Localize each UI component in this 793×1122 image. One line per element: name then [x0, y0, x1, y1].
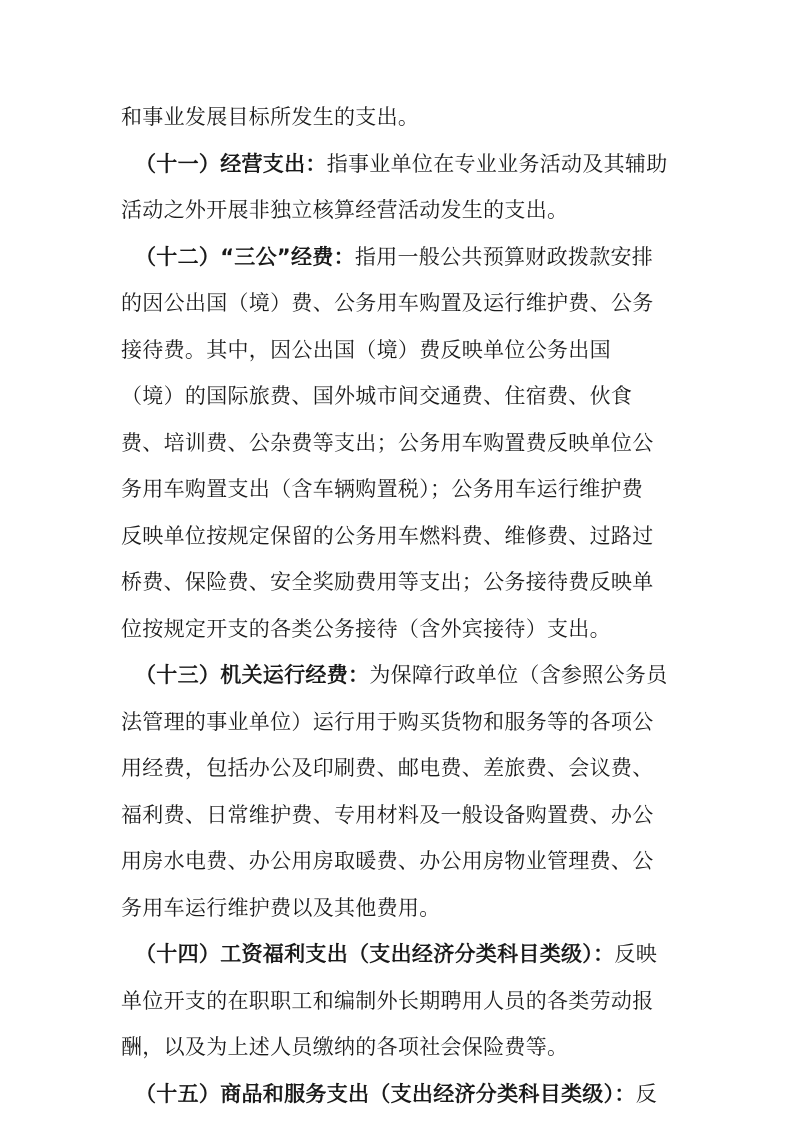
- paragraph-12-line-7: [121, 513, 666, 560]
- text-run: 指事业单位在专业业务活动及其辅助: [326, 151, 668, 176]
- text-run: 反映: [614, 942, 658, 966]
- paragraph-10-line-1: [121, 94, 666, 141]
- paragraph-13-line-1: [121, 652, 666, 699]
- text-run: 桥费、保险费、安全奖励费用等支出；公务接待费反映单: [121, 570, 654, 594]
- paragraph-12-line-2: [121, 280, 666, 327]
- text-run: （境）的国际旅费、国外城市间交通费、住宿费、伙食: [121, 384, 633, 408]
- term-goods-services: （十五）商品和服务支出（支出经济分类科目类级）：: [135, 1081, 636, 1106]
- term-three-public-expenses: （十二）“三公”经费：: [135, 244, 355, 269]
- paragraph-12-line-8: [121, 559, 666, 606]
- paragraph-15-line-1: [121, 1071, 666, 1118]
- paragraph-12-line-5: [121, 420, 666, 467]
- paragraph-13-line-2: [121, 699, 666, 746]
- paragraph-13-line-6: [121, 885, 666, 932]
- document-body: [121, 94, 666, 1117]
- paragraph-13-line-5: [121, 838, 666, 885]
- text-run: 反映单位按规定保留的公务用车燃料费、维修费、过路过: [121, 523, 654, 548]
- text-run: 法管理的事业单位）运行用于购买货物和服务等的各项公: [121, 709, 654, 734]
- paragraph-12-line-1: [121, 234, 666, 281]
- text-run: 务用车购置支出（含车辆购置税）；公务用车运行维护费: [121, 477, 643, 501]
- text-run: 务用车运行维护费以及其他费用。: [121, 895, 441, 920]
- paragraph-13-line-4: [121, 792, 666, 839]
- paragraph-13-line-3: [121, 745, 666, 792]
- paragraph-14-line-2: [121, 978, 666, 1025]
- paragraph-12-line-3: [121, 327, 666, 374]
- text-run: 费、培训费、公杂费等支出；公务用车购置费反映单位公: [121, 430, 654, 455]
- text-run: 福利费、日常维护费、专用材料及一般设备购置费、办公: [121, 802, 654, 827]
- paragraph-11-line-1: [121, 141, 666, 188]
- text-run: 指用一般公共预算财政拨款安排: [354, 244, 654, 269]
- term-operating-expenditure: （十一）经营支出：: [135, 151, 327, 176]
- text-run: 单位开支的在职职工和编制外长期聘用人员的各类劳动报: [121, 988, 654, 1013]
- text-run: 活动之外开展非独立核算经营活动发生的支出。: [121, 198, 569, 222]
- paragraph-14-line-3: [121, 1024, 666, 1071]
- term-wages-welfare: （十四）工资福利支出（支出经济分类科目类级）：: [135, 942, 615, 966]
- text-run: 反: [635, 1081, 658, 1106]
- text-run: 用经费，包括办公及印刷费、邮电费、差旅费、会议费、: [121, 756, 654, 780]
- paragraph-12-line-6: [121, 466, 666, 513]
- text-run: 和事业发展目标所发生的支出。: [121, 105, 420, 129]
- term-agency-operating-expenses: （十三）机关运行经费：: [135, 663, 370, 687]
- text-run: 位按规定开支的各类公务接待（含外宾接待）支出。: [121, 616, 611, 641]
- text-run: 接待费。其中，因公出国（境）费反映单位公务出国: [121, 337, 611, 362]
- text-run: 用房水电费、办公用房取暖费、办公用房物业管理费、公: [121, 849, 654, 873]
- paragraph-11-line-2: [121, 187, 666, 234]
- paragraph-12-line-9: [121, 606, 666, 653]
- text-run: 为保障行政单位（含参照公务员: [369, 663, 668, 687]
- paragraph-14-line-1: [121, 931, 666, 978]
- text-run: 的因公出国（境）费、公务用车购置及运行维护费、公务: [121, 291, 654, 315]
- text-run: 酬，以及为上述人员缴纳的各项社会保险费等。: [121, 1035, 569, 1059]
- paragraph-12-line-4: [121, 373, 666, 420]
